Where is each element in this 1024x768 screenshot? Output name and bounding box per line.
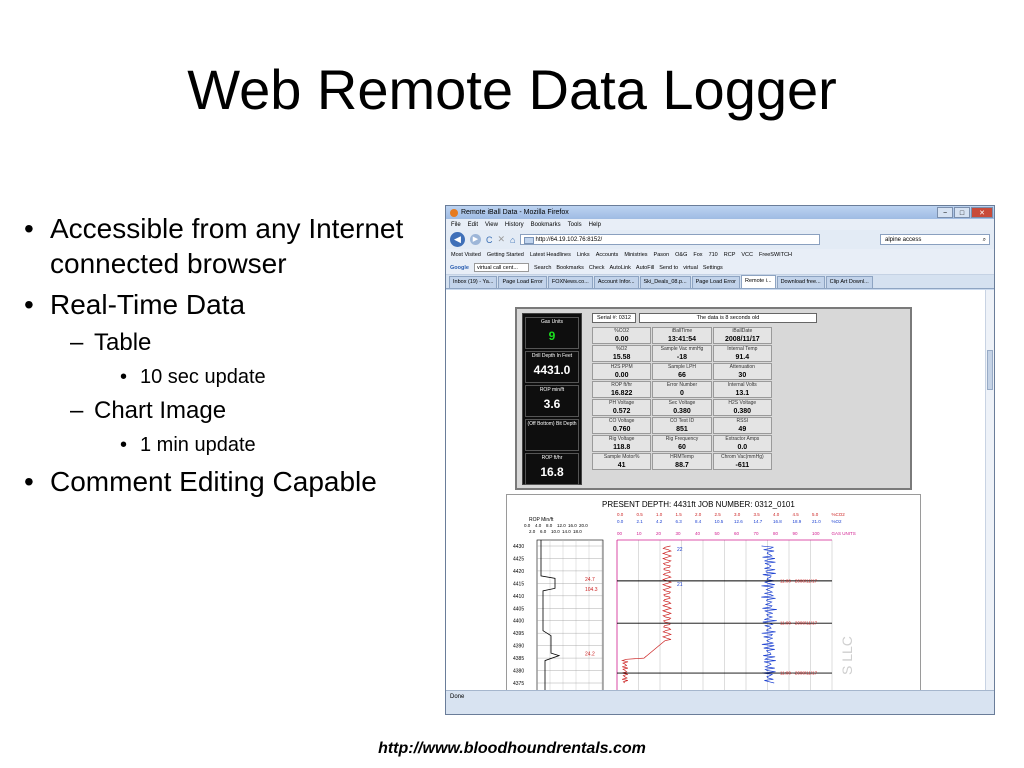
reading-cell bbox=[592, 381, 651, 398]
reading-cell bbox=[713, 435, 772, 452]
minimize-button[interactable]: − bbox=[937, 207, 953, 218]
back-icon[interactable]: ◀ bbox=[450, 232, 465, 247]
o2-tick: 4.2 bbox=[656, 519, 663, 524]
browser-tab[interactable]: Ski_Deals_08.p... bbox=[640, 276, 691, 288]
o2-tick: 21.0 bbox=[812, 519, 821, 524]
reading-cell bbox=[713, 453, 772, 470]
menu-tools[interactable]: Tools bbox=[567, 221, 582, 228]
lcd-readout bbox=[525, 317, 579, 349]
reading-value: 16.822 bbox=[610, 390, 633, 397]
reading-label: HRMTemp bbox=[670, 454, 694, 460]
gas-tick: 00 bbox=[617, 531, 623, 536]
browser-window bbox=[445, 205, 995, 715]
gas-tick: 70 bbox=[753, 531, 759, 536]
search-input[interactable]: alpine access bbox=[885, 237, 922, 243]
google-query-input[interactable]: virtual call cent... bbox=[474, 263, 529, 272]
depth-tick: 4405 bbox=[513, 606, 525, 613]
reading-label: ROP ft/hr bbox=[611, 382, 633, 388]
reading-label: Sample Motor% bbox=[603, 454, 640, 460]
bookmark-item[interactable]: 710 bbox=[708, 252, 718, 258]
rop-tick: 14.0 bbox=[562, 529, 571, 534]
reading-label: Internal Temp bbox=[727, 346, 758, 352]
google-toolbar-item[interactable]: Settings bbox=[702, 264, 723, 271]
co2-tick: 2.0 bbox=[695, 512, 702, 517]
gas-tick: GAS UNITS bbox=[831, 531, 856, 536]
o2-tick: 0.0 bbox=[617, 519, 624, 524]
bookmark-item[interactable]: Ministries bbox=[624, 252, 648, 258]
browser-tab[interactable]: Remote i... bbox=[741, 275, 776, 288]
sub-bullet-chart-image: – Chart Image bbox=[20, 396, 420, 426]
reading-label: Sample Vac mmHg bbox=[660, 346, 704, 352]
reading-value: 30 bbox=[738, 372, 747, 379]
o2-tick: 14.7 bbox=[753, 519, 763, 524]
gas-tick: 60 bbox=[734, 531, 740, 536]
lcd-value: 3.6 bbox=[543, 397, 561, 411]
depth-tick: 4375 bbox=[513, 681, 525, 687]
reading-cell bbox=[713, 381, 772, 398]
rop-tick: 8.0 bbox=[546, 523, 553, 528]
chart-title: PRESENT DEPTH: 4431ft JOB NUMBER: 0312_0101 bbox=[602, 500, 795, 509]
reading-cell bbox=[592, 363, 651, 380]
depth-tick: 4425 bbox=[513, 556, 525, 563]
co2-tick: 0.0 bbox=[617, 512, 624, 517]
forward-icon[interactable]: ▶ bbox=[470, 234, 481, 245]
status-bar bbox=[446, 690, 994, 714]
reading-value: 118.8 bbox=[613, 444, 631, 451]
reading-value: 0.0 bbox=[737, 444, 748, 451]
url-bar[interactable]: http://64.19.102.76:8152/ bbox=[520, 234, 820, 245]
reading-cell bbox=[652, 327, 711, 344]
bookmark-item[interactable]: Getting Started bbox=[486, 252, 524, 258]
sub-sub-bullet-10sec: • 10 sec update bbox=[20, 364, 420, 390]
lcd-value: 9 bbox=[548, 329, 556, 343]
reading-label: H2S PPM bbox=[610, 364, 633, 370]
chart-watermark: S LLC bbox=[839, 636, 855, 675]
reading-label: %O2 bbox=[616, 346, 628, 352]
rop-annotation: 24.7 bbox=[585, 576, 595, 583]
reading-value: 0.00 bbox=[614, 372, 629, 379]
reading-label: RSSI bbox=[736, 418, 749, 424]
co2-tick: 1.5 bbox=[675, 512, 682, 517]
rop-axis-label: ROP Min/ft bbox=[529, 517, 554, 523]
gas-tick: 90 bbox=[792, 531, 798, 536]
o2-tick: 16.8 bbox=[773, 519, 782, 524]
reading-value: 41 bbox=[617, 462, 626, 469]
reading-label: CO Voltage bbox=[608, 418, 635, 424]
reading-label: iBallDate bbox=[732, 328, 753, 334]
browser-tab[interactable]: Page Load Error bbox=[692, 276, 740, 288]
reading-value: 66 bbox=[678, 372, 686, 379]
reading-label: Error Number bbox=[666, 382, 698, 388]
maximize-button[interactable]: □ bbox=[954, 207, 970, 218]
status-text: Done bbox=[450, 694, 465, 700]
co2-tick: 4.0 bbox=[773, 512, 780, 517]
navigation-toolbar bbox=[446, 230, 994, 249]
reading-cell bbox=[713, 399, 772, 416]
reading-label: Internal Volts bbox=[727, 382, 757, 388]
menu-history[interactable]: History bbox=[504, 221, 524, 228]
reading-cell bbox=[592, 399, 651, 416]
bookmarks-toolbar bbox=[446, 249, 994, 261]
browser-tab[interactable]: Account Infor... bbox=[594, 276, 639, 288]
rop-tick: 0.0 bbox=[524, 523, 531, 528]
lcd-readout bbox=[525, 419, 579, 451]
gas-tick: 10 bbox=[636, 531, 642, 536]
title-bar bbox=[446, 206, 994, 219]
reading-label: Rig Voltage bbox=[608, 436, 635, 442]
reading-value: 0.760 bbox=[612, 426, 631, 433]
menu-view[interactable]: View bbox=[485, 221, 498, 228]
footer-url[interactable]: http://www.bloodhoundrentals.com bbox=[378, 740, 646, 757]
window-title: Remote iBall Data - Mozilla Firefox bbox=[461, 209, 569, 216]
menu-bookmarks[interactable]: Bookmarks bbox=[530, 221, 561, 228]
reading-value: 13.1 bbox=[735, 390, 750, 397]
browser-tab[interactable]: Clip Art Downl... bbox=[826, 276, 873, 288]
rop-tick: 2.0 bbox=[529, 529, 536, 534]
bookmark-item[interactable]: Latest Headlines bbox=[529, 252, 571, 258]
reading-label: Extractor Amps bbox=[725, 436, 760, 442]
reading-cell bbox=[592, 453, 651, 470]
reading-value: -18 bbox=[676, 354, 688, 361]
reading-label: iBallTime bbox=[671, 328, 693, 334]
o2-series-line bbox=[761, 546, 777, 683]
lcd-display-column bbox=[522, 313, 582, 485]
search-icon[interactable]: ⌕ bbox=[982, 237, 986, 243]
bookmark-item[interactable]: VCC bbox=[741, 252, 753, 258]
time-mark-label: 11:00 - 2008/11/17 bbox=[780, 620, 818, 626]
reading-value: 0.572 bbox=[612, 408, 631, 415]
bookmark-item[interactable]: RCP bbox=[723, 252, 736, 258]
reading-cell bbox=[713, 327, 772, 344]
depth-tick: 4380 bbox=[513, 668, 525, 675]
google-toolbar-item[interactable]: virtual bbox=[683, 264, 698, 271]
lcd-label: (Off Bottom) Bit Depth bbox=[527, 421, 577, 427]
rop-tick: 16.0 bbox=[568, 523, 577, 528]
rop-tick: 20.0 bbox=[579, 523, 588, 528]
reading-value: 0 bbox=[680, 390, 684, 397]
reading-label: %CO2 bbox=[614, 328, 630, 334]
reading-cell bbox=[713, 363, 772, 380]
stop-icon[interactable]: ✕ bbox=[497, 234, 506, 244]
reading-value: 13:41:54 bbox=[667, 336, 696, 343]
google-toolbar-item[interactable]: Check bbox=[588, 264, 605, 271]
reading-label: Rig Frequency bbox=[665, 436, 699, 442]
reading-cell bbox=[592, 327, 651, 344]
co2-tick: 4.5 bbox=[792, 512, 799, 517]
google-toolbar-item[interactable]: Send to bbox=[659, 264, 679, 271]
reading-value: 60 bbox=[678, 444, 686, 451]
co2-tick: 5.0 bbox=[812, 512, 819, 517]
o2-tick: 8.4 bbox=[695, 519, 702, 524]
reading-value: 851 bbox=[676, 426, 688, 433]
slide-title: Web Remote Data Logger bbox=[187, 58, 837, 121]
lcd-label: ROP ft/hr bbox=[541, 455, 563, 461]
bullet-comment-editing: • Comment Editing Capable bbox=[20, 464, 420, 499]
lcd-value: 16.8 bbox=[540, 465, 564, 479]
depth-tick: 4415 bbox=[513, 581, 525, 588]
reading-value: 0.00 bbox=[614, 336, 629, 343]
co2-tick: 0.5 bbox=[636, 512, 643, 517]
browser-tab[interactable]: Page Load Error bbox=[498, 276, 546, 288]
reading-value: 0.380 bbox=[673, 408, 691, 415]
reading-cell bbox=[652, 435, 711, 452]
serial-number: Serial #: 0312 bbox=[592, 313, 636, 323]
gas-annotation: 22 bbox=[677, 546, 683, 553]
bullet-real-time: • Real-Time Data bbox=[20, 287, 420, 322]
reading-cell bbox=[592, 435, 651, 452]
reading-cell bbox=[713, 417, 772, 434]
rop-tick: 12.0 bbox=[557, 523, 566, 528]
mud-log-chart bbox=[507, 495, 921, 690]
lcd-label: Drill Depth In Feet bbox=[531, 353, 573, 359]
reading-cell bbox=[652, 399, 711, 416]
depth-tick: 4420 bbox=[513, 568, 525, 575]
readings-table bbox=[592, 327, 772, 470]
rop-tick: 6.0 bbox=[540, 529, 547, 534]
reading-label: CO Test ID bbox=[669, 418, 695, 424]
google-toolbar-item[interactable]: AutoFill bbox=[635, 264, 655, 271]
gas-tick: 30 bbox=[675, 531, 681, 536]
co2-tick: 3.5 bbox=[753, 512, 760, 517]
google-toolbar-item[interactable]: Bookmarks bbox=[556, 264, 584, 271]
rop-tick: 18.0 bbox=[573, 529, 582, 534]
co2-tick: 3.0 bbox=[734, 512, 741, 517]
reading-value: 49 bbox=[738, 426, 747, 433]
browser-tab[interactable]: Download free... bbox=[777, 276, 825, 288]
menu-file[interactable]: File bbox=[451, 221, 461, 228]
o2-tick: 18.9 bbox=[792, 519, 802, 524]
gas-annotation: 21 bbox=[677, 581, 683, 588]
lcd-readout bbox=[525, 351, 579, 383]
o2-tick: %O2 bbox=[831, 519, 842, 524]
time-mark-label: 11:00 - 2008/11/17 bbox=[780, 578, 818, 584]
rop-tick: 4.0 bbox=[535, 523, 542, 528]
gas-tick: 100 bbox=[812, 531, 820, 536]
bookmark-item[interactable]: Pason bbox=[653, 252, 670, 258]
reading-label: Attenuation bbox=[729, 364, 755, 370]
google-toolbar-item[interactable]: Search bbox=[533, 264, 552, 271]
reading-label: PH Voltage bbox=[609, 400, 635, 406]
data-age-message: The data is 8 seconds old bbox=[639, 313, 817, 323]
google-toolbar-item[interactable]: AutoLink bbox=[609, 264, 631, 271]
serial-row bbox=[592, 313, 817, 323]
reading-cell bbox=[592, 345, 651, 362]
window-controls bbox=[937, 207, 994, 218]
reading-value: 15.58 bbox=[612, 354, 631, 361]
lcd-label: Gas Units bbox=[541, 319, 563, 325]
bookmark-item[interactable]: FreeSWITCH bbox=[759, 252, 792, 258]
logger-panel bbox=[515, 307, 912, 490]
reading-value: 91.4 bbox=[735, 354, 750, 361]
co2-tick: 1.0 bbox=[656, 512, 663, 517]
lcd-readout bbox=[525, 453, 579, 485]
depth-tick: 4410 bbox=[513, 593, 525, 600]
reading-label: Sample LPH bbox=[667, 364, 697, 370]
depth-tick: 4400 bbox=[513, 618, 525, 625]
menu-bar bbox=[446, 219, 994, 230]
gas-tick: 20 bbox=[656, 531, 662, 536]
rop-annotation: 24.2 bbox=[585, 651, 595, 658]
o2-tick: 2.1 bbox=[636, 519, 643, 524]
lcd-readout bbox=[525, 385, 579, 417]
bookmark-item[interactable]: O&G bbox=[675, 252, 688, 258]
rop-annotation: 104.3 bbox=[585, 586, 598, 593]
google-logo: Google bbox=[450, 264, 469, 271]
depth-tick: 4395 bbox=[513, 631, 525, 638]
tab-strip bbox=[446, 275, 994, 289]
gas-tick: 80 bbox=[773, 531, 779, 536]
reading-cell bbox=[652, 417, 711, 434]
menu-edit[interactable]: Edit bbox=[467, 221, 479, 228]
o2-tick: 10.5 bbox=[714, 519, 724, 524]
bullet-accessible: • Accessible from any Internet connected browser bbox=[20, 211, 420, 281]
reading-label: Sec Voltage bbox=[668, 400, 696, 406]
reading-cell bbox=[713, 345, 772, 362]
search-box[interactable] bbox=[880, 234, 990, 245]
reload-icon[interactable]: C bbox=[486, 234, 493, 245]
time-mark-label: 11:00 - 2008/11/17 bbox=[780, 670, 818, 676]
co2-series-line bbox=[622, 546, 671, 683]
depth-tick: 4385 bbox=[513, 656, 525, 663]
browser-tab[interactable]: Inbox (19) - Ya... bbox=[449, 276, 497, 288]
reading-label: Chrom Vac(mmHg) bbox=[720, 454, 764, 460]
depth-tick: 4390 bbox=[513, 643, 525, 650]
chart-image bbox=[506, 494, 921, 690]
google-toolbar bbox=[446, 261, 994, 275]
scrollbar-thumb[interactable] bbox=[987, 350, 993, 390]
o2-tick: 12.6 bbox=[734, 519, 743, 524]
firefox-icon bbox=[450, 209, 458, 217]
reading-cell bbox=[652, 453, 711, 470]
rop-track-frame bbox=[537, 540, 603, 690]
browser-tab[interactable]: FOXNews.co... bbox=[548, 276, 593, 288]
reading-value: 88.7 bbox=[675, 462, 689, 469]
reading-cell bbox=[652, 363, 711, 380]
bookmark-item[interactable]: Accounts bbox=[595, 252, 619, 258]
reading-label: H2S Voltage bbox=[728, 400, 757, 406]
reading-value: 2008/11/17 bbox=[724, 336, 760, 343]
co2-tick: 2.5 bbox=[714, 512, 721, 517]
bookmark-item[interactable]: Links bbox=[576, 252, 590, 258]
gas-tick: 50 bbox=[714, 531, 720, 536]
o2-tick: 6.3 bbox=[675, 519, 682, 524]
vertical-scrollbar[interactable] bbox=[985, 290, 994, 690]
bookmark-item[interactable]: Fox bbox=[693, 252, 703, 258]
rop-tick: 10.0 bbox=[551, 529, 560, 534]
reading-value: 0.380 bbox=[733, 408, 752, 415]
menu-help[interactable]: Help bbox=[588, 221, 601, 228]
reading-cell bbox=[592, 417, 651, 434]
reading-cell bbox=[652, 345, 711, 362]
page-content bbox=[446, 290, 986, 690]
close-window-button[interactable]: ✕ bbox=[971, 207, 993, 218]
reading-value: -611 bbox=[735, 462, 750, 469]
home-icon[interactable]: ⌂ bbox=[510, 234, 516, 245]
gas-tick: 40 bbox=[695, 531, 701, 536]
co2-tick: %CO2 bbox=[831, 512, 845, 517]
lcd-value: 4431.0 bbox=[533, 363, 571, 377]
reading-cell bbox=[652, 381, 711, 398]
sub-bullet-table: – Table bbox=[20, 328, 420, 358]
bookmark-item[interactable]: Most Visited bbox=[451, 252, 481, 258]
bullet-list bbox=[20, 205, 420, 499]
lcd-label: ROP min/ft bbox=[539, 387, 565, 393]
sub-sub-bullet-1min: • 1 min update bbox=[20, 432, 420, 458]
depth-tick: 4430 bbox=[513, 544, 525, 550]
